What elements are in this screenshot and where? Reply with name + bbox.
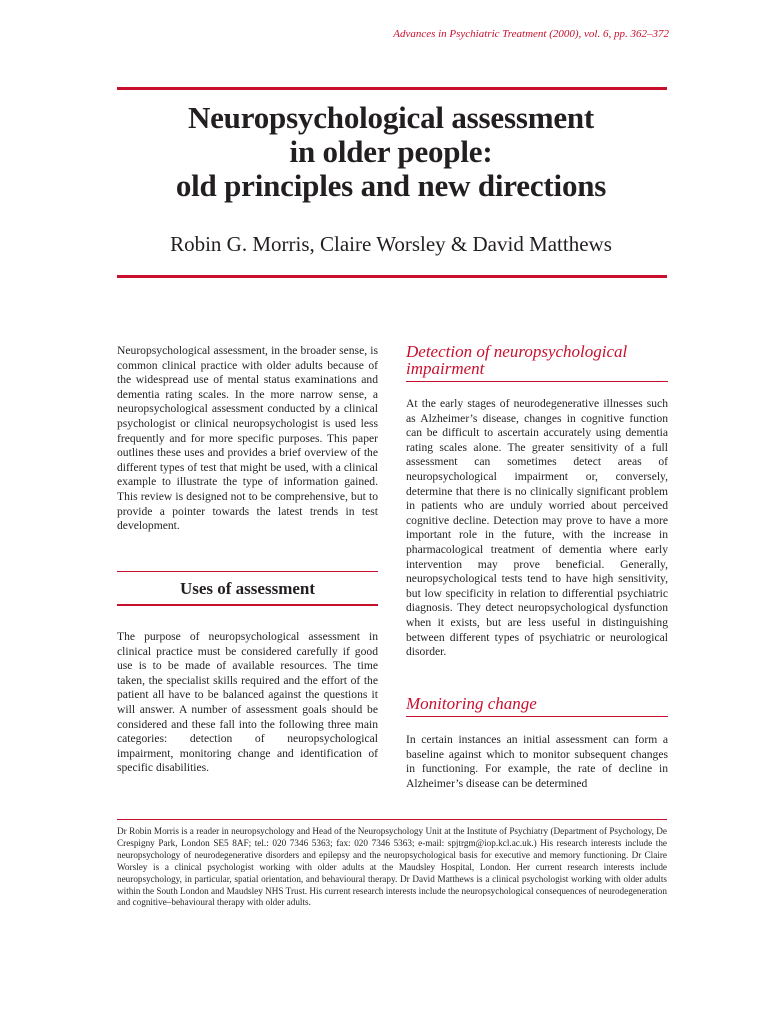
title-line-1: Neuropsychological assessment [187,100,595,135]
article-authors: Robin G. Morris, Claire Worsley & David Matthews [170,232,612,256]
journal-reference: Advances in Psychiatric Treatment (2000), vol. 6, pp. 362–372 [393,28,669,40]
title-top-rule [117,87,667,90]
title-line-2: in older people: [289,134,493,169]
uses-heading-bottom-rule [117,604,378,606]
title-line-3: old principles and new directions [175,168,607,203]
monitoring-heading-rule [406,716,668,717]
title-bottom-rule [117,275,667,278]
uses-of-assessment-heading: Uses of assessment [179,579,316,598]
detection-heading: Detection of neuropsychological impairment [406,342,628,378]
author-footnote: Dr Robin Morris is a reader in neuropsychology and Head of the Neuropsychology Unit at the Institute of Psychiatry (Department of Psychology, De Crespigny Park, London SE5 8AF; tel.: 020 7346 5363; fax: 020 7346 5363; e-mail: spjtrgm@iop.kcl.ac.uk.) His research interests include the neuropsychology of neurodegenerative disorders and epilepsy and the neuropsychological basis for executive and memory functioning. Dr Claire Worsley is a clinical psychologist working with older adults at the Maudsley Hospital, London. Her current research interests include neuropsychology, in particular, spatial orientation, and behavioural therapy. Dr David Matthews is a clinical psychologist working with older adults within the South London and Maudsley NHS Trust. His current research interests include the neuropsychological consequences of neurodegeneration and cognitive–behavioural therapy with older adults. [117,826,667,908]
detection-paragraph: At the early stages of neurodegenerative illnesses such as Alzheimer’s disease, changes in cognitive function can be difficult to ascertain accurately using dementia rating scales alone. The greater sensitivity of a full assessment can sometimes detect areas of neuropsychological impairment or, conversely, determine that there is no clinically significant problem in patients who are unduly worried about perceived cognitive decline. Detection may prove to have a more important role in the future, with the increase in pharmacological treatment of dementia where early intervention may prove beneficial. Generally, neuropsychological tests tend to have high sensitivity, but low specificity in relation to differential psychiatric diagnosis. They detect neuropsychological dysfunction when it exists, but are less useful in distinguishing between different types of psychiatric or neurological disorder. [406,397,668,659]
uses-of-assessment-paragraph: The purpose of neuropsychological assessment in clinical practice must be considered carefully if good use is to be made of available resources. The time taken, the specialist skills required and the effort of the patient all have to be balanced against the questions it will answer. A number of assessment goals should be considered and these fall into the following three main categories: detection of neuropsychological impairment, monitoring change and identification of specific disabilities. [117,630,378,775]
monitoring-change-heading: Monitoring change [406,694,537,713]
detection-heading-rule [406,381,668,382]
abstract-paragraph: Neuropsychological assessment, in the broader sense, is common clinical practice with older adults because of the widespread use of mental status examinations and dementia rating scales. In the more narrow sense, a neuropsychological assessment conducted by a clinical psychologist or clinical neuropsychologist is used less frequently and for more specific purposes. This paper outlines these uses and provides a brief overview of the different types of test that might be used, with a clinical example to illustrate the type of information gained. This review is designed not to be comprehensive, but to provide a pointer towards the latest trends in test development. [117,344,378,533]
footnote-rule [117,819,667,820]
article-title [118,101,664,203]
uses-heading-top-rule [117,571,378,572]
monitoring-change-paragraph: In certain instances an initial assessment can form a baseline against which to monitor subsequent changes in functioning. For example, the rate of decline in Alzheimer’s disease can be determined [406,733,668,790]
